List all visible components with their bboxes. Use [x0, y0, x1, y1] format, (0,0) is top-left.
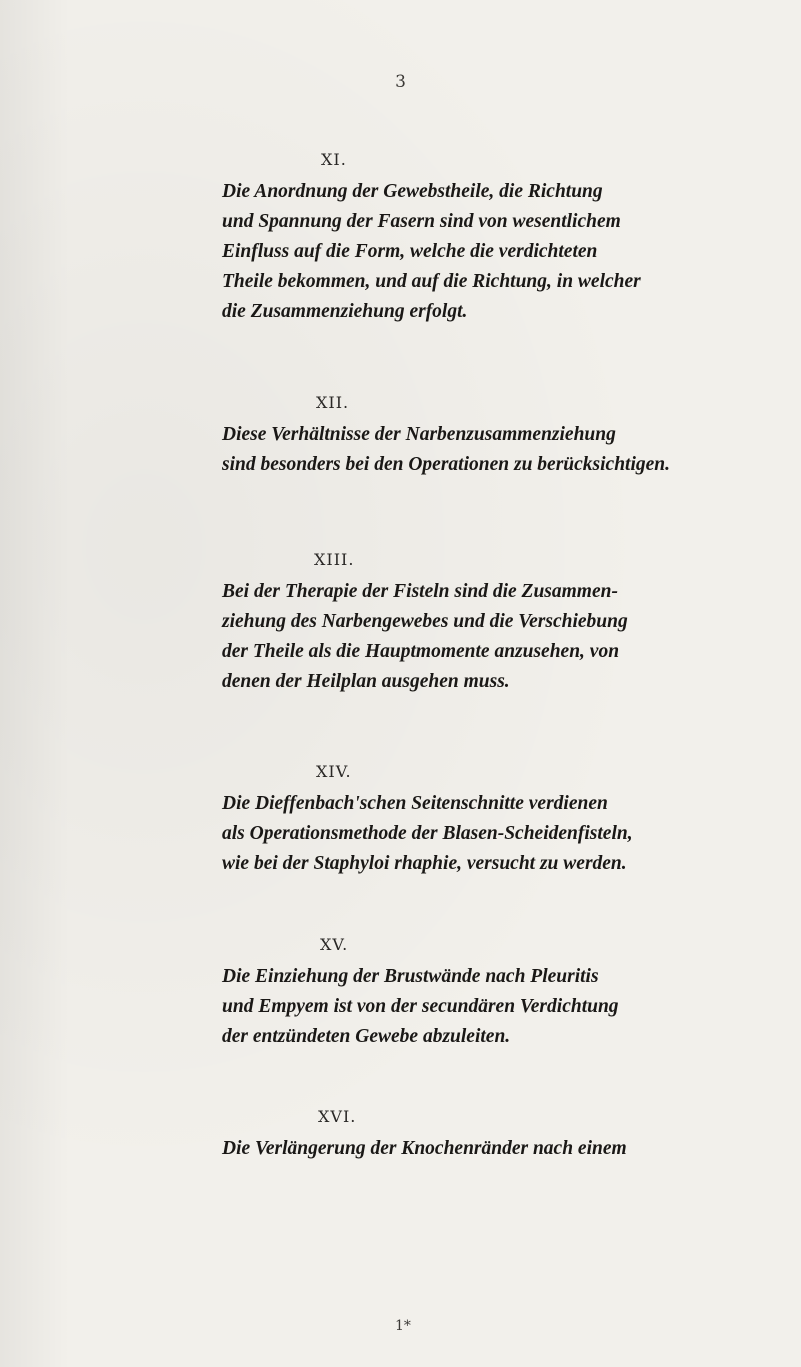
text-line: Die Einziehung der Brustwände nach Pleuritis — [222, 966, 599, 987]
text-line: der entzündeten Gewebe abzuleiten. — [222, 1026, 511, 1047]
text-line: wie bei der Staphyloi rhaphie, versucht zu werden. — [222, 853, 627, 874]
thesis-section-xv — [222, 935, 788, 1047]
section-numeral: XV. — [320, 935, 349, 954]
thesis-section-xvi — [222, 1107, 788, 1159]
text-line: der Theile als die Hauptmomente anzusehen, von — [222, 641, 620, 662]
section-text — [222, 789, 782, 879]
thesis-section-xii — [222, 393, 788, 475]
thesis-section-xiii — [222, 550, 788, 692]
section-numeral: XII. — [316, 393, 350, 412]
thesis-section-xiv — [222, 762, 788, 874]
thesis-section-xi — [222, 150, 788, 322]
text-line: sind besonders bei den Operationen zu berücksichtigen. — [222, 454, 670, 475]
section-text — [222, 420, 782, 480]
text-line: die Zusammenziehung erfolgt. — [222, 301, 468, 322]
text-line: und Spannung der Fasern sind von wesentlichem — [222, 211, 621, 232]
section-text — [222, 1134, 782, 1164]
text-line: Theile bekommen, und auf die Richtung, in welcher — [222, 271, 641, 292]
text-line: denen der Heilplan ausgehen muss. — [222, 671, 510, 692]
text-line: Einfluss auf die Form, welche die verdichteten — [222, 241, 598, 262]
section-text — [222, 962, 782, 1052]
text-line: Diese Verhältnisse der Narbenzusammenziehung — [222, 424, 616, 445]
text-line: Die Verlängerung der Knochenränder nach einem — [222, 1138, 627, 1159]
text-line: und Empyem ist von der secundären Verdichtung — [222, 996, 619, 1017]
section-numeral: XI. — [321, 150, 347, 169]
signature-mark: 1* — [395, 1318, 411, 1334]
text-line: Die Dieffenbach'schen Seitenschnitte verdienen — [222, 793, 608, 814]
text-line: als Operationsmethode der Blasen-Scheidenfisteln, — [222, 823, 633, 844]
section-numeral: XIV. — [316, 762, 352, 781]
section-numeral: XIII. — [314, 550, 355, 569]
section-text — [222, 177, 782, 327]
section-text — [222, 577, 782, 697]
text-line: Bei der Therapie der Fisteln sind die Zusammen- — [222, 581, 618, 602]
page-number: 3 — [395, 72, 406, 92]
text-line: Die Anordnung der Gewebstheile, die Richtung — [222, 181, 603, 202]
section-numeral: XVI. — [318, 1107, 357, 1126]
text-line: ziehung des Narbengewebes und die Verschiebung — [222, 611, 628, 632]
